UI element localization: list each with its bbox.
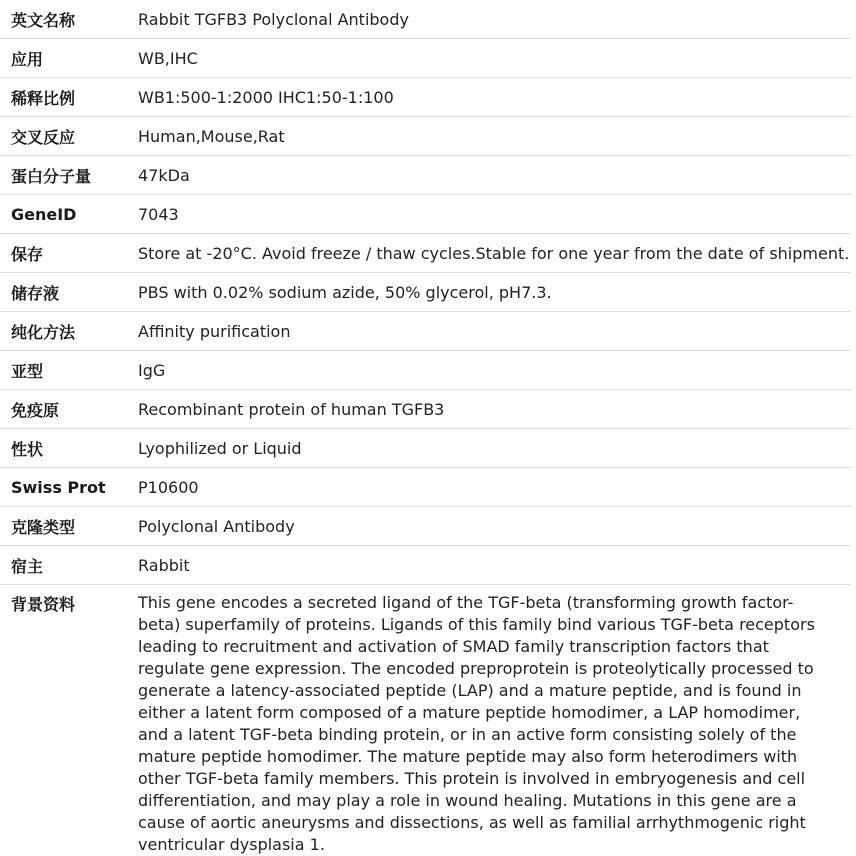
row-label: 免疫原 (0, 390, 127, 429)
row-value: PBS with 0.02% sodium azide, 50% glycerol, pH7.3. (127, 273, 851, 312)
row-value: IgG (127, 351, 851, 390)
row-value: Human,Mouse,Rat (127, 117, 851, 156)
row-gene-id (0, 195, 851, 234)
row-dilution (0, 78, 851, 117)
row-value: 7043 (127, 195, 851, 234)
row-host (0, 546, 851, 585)
row-immunogen (0, 390, 851, 429)
row-cross-reactivity (0, 117, 851, 156)
row-label: 宿主 (0, 546, 127, 585)
row-molecular-weight (0, 156, 851, 195)
row-label: 保存 (0, 234, 127, 273)
row-label: Swiss Prot (0, 468, 127, 507)
row-label: 性状 (0, 429, 127, 468)
row-label: 蛋白分子量 (0, 156, 127, 195)
row-value: Rabbit TGFB3 Polyclonal Antibody (127, 0, 851, 39)
row-label: 稀释比例 (0, 78, 127, 117)
row-value: Recombinant protein of human TGFB3 (127, 390, 851, 429)
row-isotype (0, 351, 851, 390)
row-background (0, 585, 851, 856)
background-paragraph: This gene encodes a secreted ligand of the TGF-beta (transforming growth factor-beta) superfamily of proteins. Ligands of this family bind various TGF-beta receptors leading to recruitment and activation of SMAD family transcription factors that regulate gene expression. The encoded preproprotein is proteolytically processed to generate a latency-associated peptide (LAP) and a mature peptide, and is found in either a latent form composed of a mature peptide homodimer, a LAP homodimer, and a latent TGF-beta binding protein, or in an active form consisting solely of the mature peptide homodimer. The mature peptide may also form heterodimers with other TGF-beta family members. This protein is involved in embryogenesis and cell differentiation, and may play a role in wound healing. Mutations in this gene are a cause of aortic aneurysms and dissections, as well as familial arrhythmogenic right ventricular dysplasia 1. (127, 585, 851, 856)
row-value: 47kDa (127, 156, 851, 195)
row-purification (0, 312, 851, 351)
row-label: 克隆类型 (0, 507, 127, 546)
row-form (0, 429, 851, 468)
row-label: 纯化方法 (0, 312, 127, 351)
row-label: 英文名称 (0, 0, 127, 39)
row-label: 应用 (0, 39, 127, 78)
row-value: Rabbit (127, 546, 851, 585)
row-storage (0, 234, 851, 273)
row-value: Store at -20°C. Avoid freeze / thaw cycles.Stable for one year from the date of shipment. (127, 234, 851, 273)
row-value: Affinity purification (127, 312, 851, 351)
row-label: 交叉反应 (0, 117, 127, 156)
row-storage-buffer (0, 273, 851, 312)
row-label: 背景资料 (0, 585, 127, 856)
row-label: GeneID (0, 195, 127, 234)
row-value: WB,IHC (127, 39, 851, 78)
row-clonality (0, 507, 851, 546)
row-english-name (0, 0, 851, 39)
row-label: 储存液 (0, 273, 127, 312)
row-value: Lyophilized or Liquid (127, 429, 851, 468)
row-label: 亚型 (0, 351, 127, 390)
row-value: WB1:500-1:2000 IHC1:50-1:100 (127, 78, 851, 117)
row-application (0, 39, 851, 78)
row-swiss-prot (0, 468, 851, 507)
row-value: P10600 (127, 468, 851, 507)
row-value: Polyclonal Antibody (127, 507, 851, 546)
